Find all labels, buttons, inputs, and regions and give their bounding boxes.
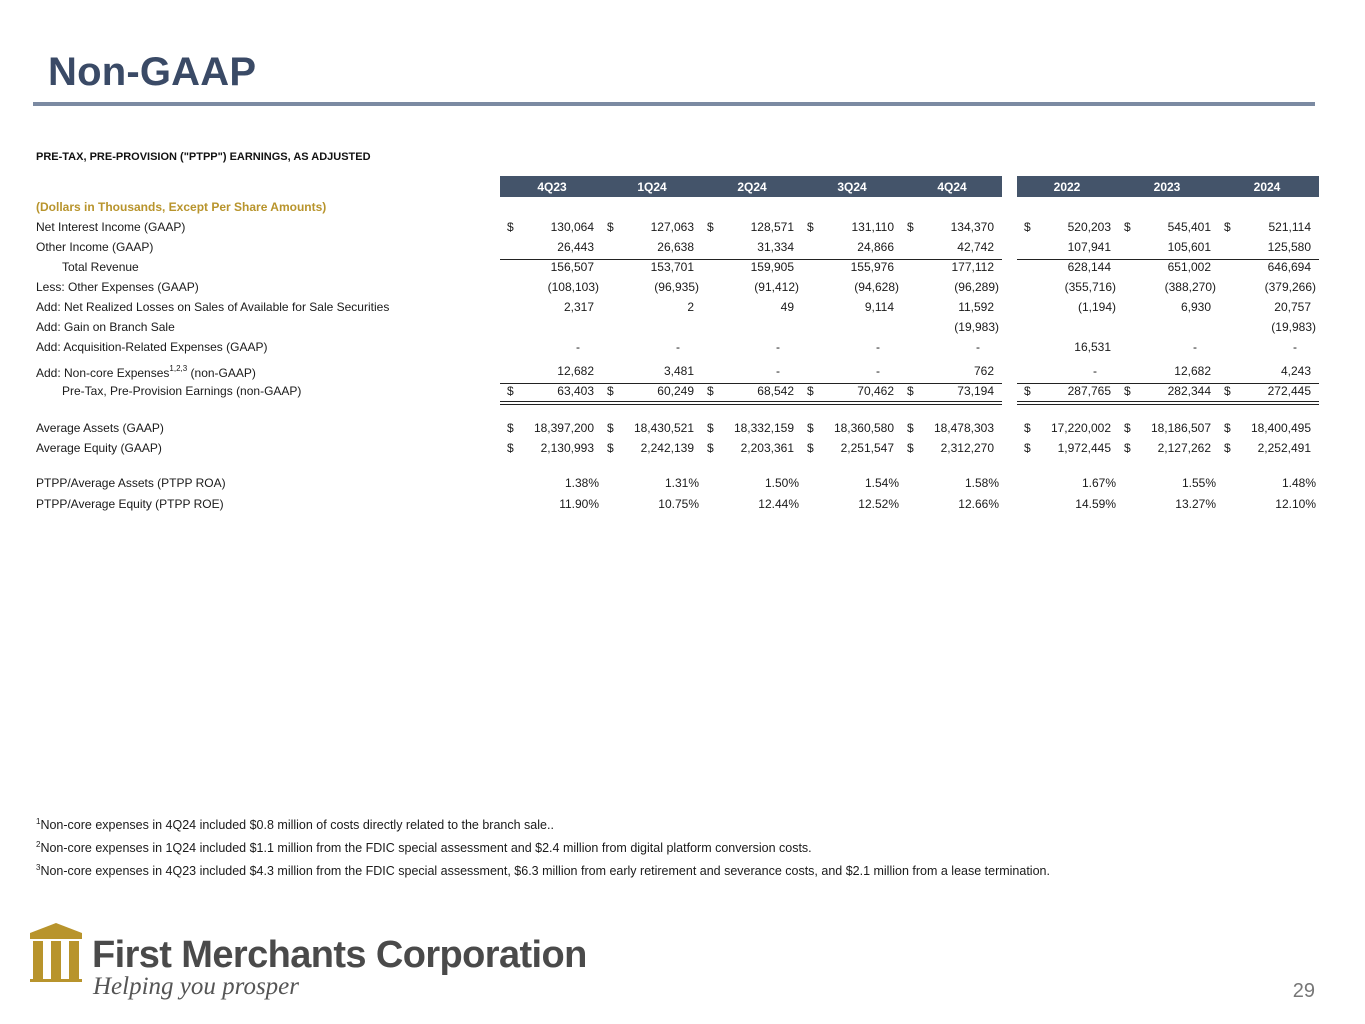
- cell-2022: 520,203: [1067, 220, 1111, 234]
- cell-2q24: 68,542: [757, 384, 794, 398]
- cell-4q23: 11.90%: [559, 497, 599, 511]
- footnotes: [36, 812, 1050, 881]
- table-row: [0, 280, 1365, 300]
- cell-1q24: 18,430,521: [633, 421, 694, 435]
- cell-2024: 18,400,495: [1250, 421, 1311, 435]
- cell-2024: (19,983): [1271, 320, 1316, 334]
- cell-4q24: 42,742: [957, 240, 994, 254]
- col-header-2022: 2022: [1053, 180, 1081, 194]
- cell-2022: 14.59%: [1075, 497, 1116, 511]
- cell-2q24: 2,203,361: [740, 441, 794, 455]
- cell-3q24: (94,628): [854, 280, 899, 294]
- cell-1q24: 3,481: [663, 364, 694, 378]
- footnote-2: $^2$Non-core expenses in 1Q24 included $1.1 million from the FDIC special assessment and $2.4 million from digital platform conversion costs.: [36, 840, 812, 855]
- currency-symbol: $: [607, 441, 614, 455]
- cell-2q24: 1.50%: [764, 476, 799, 490]
- quarter-header-bar: [500, 176, 1002, 197]
- title-divider: [33, 102, 1315, 106]
- cell-2024: 272,445: [1267, 384, 1311, 398]
- cell-2024: 125,580: [1267, 240, 1311, 254]
- cell-3q24: 18,360,580: [833, 421, 894, 435]
- cell-1q24: 153,701: [650, 260, 694, 274]
- cell-3q24: 70,462: [857, 384, 894, 398]
- cell-4q23: 156,507: [550, 260, 594, 274]
- cell-1q24: 10.75%: [658, 497, 699, 511]
- cell-4q23: 2,317: [563, 300, 594, 314]
- table-row: [0, 220, 1365, 240]
- currency-symbol: $: [1224, 220, 1231, 234]
- cell-4q23: 12,682: [557, 364, 594, 378]
- currency-symbol: $: [707, 441, 714, 455]
- col-header-2024: 2024: [1253, 180, 1281, 194]
- cell-2022: 16,531: [1074, 340, 1111, 354]
- cell-4q24: 134,370: [950, 220, 994, 234]
- cell-2024: (379,266): [1264, 280, 1316, 294]
- cell-2022: 1.67%: [1081, 476, 1116, 490]
- total-underline: [1017, 259, 1319, 260]
- row-label: Net Interest Income (GAAP): [36, 220, 186, 234]
- row-label: Add: Net Realized Losses on Sales of Available for Sale Securities: [36, 300, 390, 314]
- currency-symbol: $: [607, 384, 614, 398]
- currency-symbol: $: [1124, 384, 1131, 398]
- cell-4q23: 130,064: [550, 220, 594, 234]
- cell-2022: (355,716): [1064, 280, 1116, 294]
- company-tagline: Helping you prosper: [93, 973, 299, 1000]
- cell-2q24: 159,905: [750, 260, 794, 274]
- cell-3q24: -: [876, 340, 880, 354]
- cell-2022: -: [1093, 364, 1097, 378]
- row-label: Other Income (GAAP): [36, 240, 154, 254]
- currency-symbol: $: [1124, 220, 1131, 234]
- currency-symbol: $: [807, 384, 814, 398]
- cell-4q23: 18,397,200: [533, 421, 594, 435]
- currency-symbol: $: [907, 421, 914, 435]
- cell-2023: 545,401: [1167, 220, 1211, 234]
- cell-2022: 628,144: [1067, 260, 1111, 274]
- table-row: [0, 421, 1365, 441]
- table-row: [0, 441, 1365, 461]
- currency-symbol: $: [607, 421, 614, 435]
- cell-2q24: (91,412): [754, 280, 799, 294]
- cell-2q24: -: [776, 364, 780, 378]
- table-row: [0, 300, 1365, 320]
- total-underline: [500, 383, 1002, 384]
- cell-3q24: -: [876, 364, 880, 378]
- table-row: [0, 320, 1365, 340]
- cell-4q23: 1.38%: [564, 476, 599, 490]
- cell-1q24: 2,242,139: [640, 441, 694, 455]
- total-underline: [1017, 404, 1319, 405]
- currency-symbol: $: [1224, 421, 1231, 435]
- cell-2022: 17,220,002: [1050, 421, 1111, 435]
- col-header-2023: 2023: [1153, 180, 1181, 194]
- cell-4q24: 2,312,270: [940, 441, 994, 455]
- cell-2024: 4,243: [1280, 364, 1311, 378]
- cell-2023: 651,002: [1167, 260, 1211, 274]
- footnote-3: $^3$Non-core expenses in 4Q23 included $4.3 million from the FDIC special assessment, $6.3 million from early retirement and severance costs, and $2.1 million from a lease termination.: [36, 863, 1050, 878]
- cell-4q24: 762: [973, 364, 994, 378]
- cell-1q24: 26,638: [657, 240, 694, 254]
- currency-symbol: $: [907, 220, 914, 234]
- row-label: Add: Gain on Branch Sale: [36, 320, 175, 334]
- currency-symbol: $: [707, 421, 714, 435]
- table-row: [0, 340, 1365, 360]
- cell-2q24: 12.44%: [758, 497, 799, 511]
- total-underline: [500, 401, 1002, 402]
- row-label: Pre-Tax, Pre-Provision Earnings (non-GAAP): [62, 384, 302, 398]
- cell-4q23: 63,403: [557, 384, 594, 398]
- cell-4q24: 12.66%: [958, 497, 999, 511]
- cell-2024: 646,694: [1267, 260, 1311, 274]
- currency-symbol: $: [707, 220, 714, 234]
- cell-2023: 2,127,262: [1157, 441, 1211, 455]
- cell-2q24: -: [776, 340, 780, 354]
- currency-symbol: $: [907, 441, 914, 455]
- row-label: Average Assets (GAAP): [36, 421, 164, 435]
- cell-4q24: 11,592: [958, 300, 994, 314]
- footnote-1: $^1$Non-core expenses in 4Q24 included $0.8 million of costs directly related to the branch sale..: [36, 817, 554, 832]
- col-header-4q24: 4Q24: [937, 180, 967, 194]
- company-logo-name: First Merchants Corporation: [92, 934, 587, 976]
- cell-3q24: 131,110: [851, 220, 894, 234]
- cell-3q24: 12.52%: [858, 497, 899, 511]
- cell-2023: (388,270): [1164, 280, 1216, 294]
- currency-symbol: $: [1024, 441, 1031, 455]
- cell-1q24: -: [676, 340, 680, 354]
- cell-1q24: (96,935): [654, 280, 699, 294]
- cell-4q24: (96,289): [954, 280, 999, 294]
- col-header-3q24: 3Q24: [837, 180, 867, 194]
- row-label: Less: Other Expenses (GAAP): [36, 280, 199, 294]
- row-label: PTPP/Average Equity (PTPP ROE): [36, 497, 224, 511]
- total-underline: [500, 259, 1002, 260]
- page-number: 29: [1292, 980, 1315, 1002]
- units-note: (Dollars in Thousands, Except Per Share Amounts): [36, 200, 327, 214]
- cell-1q24: 60,249: [657, 384, 694, 398]
- currency-symbol: $: [507, 441, 514, 455]
- cell-4q24: 73,194: [957, 384, 994, 398]
- cell-2024: 12.10%: [1275, 497, 1316, 511]
- cell-4q24: -: [976, 340, 980, 354]
- row-label: Average Equity (GAAP): [36, 441, 162, 455]
- cell-4q24: 18,478,303: [933, 421, 994, 435]
- cell-2022: 287,765: [1067, 384, 1111, 398]
- cell-4q24: (19,983): [954, 320, 999, 334]
- currency-symbol: $: [1124, 441, 1131, 455]
- cell-2q24: 18,332,159: [733, 421, 794, 435]
- cell-2023: 105,601: [1167, 240, 1211, 254]
- cell-4q23: 26,443: [557, 240, 594, 254]
- cell-4q24: 177,112: [951, 260, 994, 274]
- currency-symbol: $: [507, 384, 514, 398]
- cell-2023: 12,682: [1174, 364, 1211, 378]
- total-underline: [1017, 401, 1319, 402]
- cell-3q24: 1.54%: [864, 476, 899, 490]
- row-label: Add: Non-core Expenses$^{1,2,3}$ (non-GAAP): [36, 364, 256, 380]
- cell-2022: 107,941: [1067, 240, 1111, 254]
- table-row: [0, 260, 1365, 280]
- cell-2023: 13.27%: [1175, 497, 1216, 511]
- cell-2023: 282,344: [1167, 384, 1211, 398]
- currency-symbol: $: [807, 220, 814, 234]
- cell-4q24: 1.58%: [964, 476, 999, 490]
- currency-symbol: $: [1124, 421, 1131, 435]
- table-row: [0, 364, 1365, 384]
- cell-2q24: 49: [780, 300, 794, 314]
- currency-symbol: $: [507, 421, 514, 435]
- cell-2023: 18,186,507: [1150, 421, 1211, 435]
- col-header-4q23: 4Q23: [537, 180, 567, 194]
- currency-symbol: $: [1024, 220, 1031, 234]
- cell-2022: 1,972,445: [1057, 441, 1111, 455]
- currency-symbol: $: [1024, 421, 1031, 435]
- cell-2024: 2,252,491: [1257, 441, 1311, 455]
- cell-4q23: (108,103): [547, 280, 599, 294]
- table-title: PRE-TAX, PRE-PROVISION ("PTPP") EARNINGS, AS ADJUSTED: [36, 151, 371, 163]
- cell-2q24: 31,334: [757, 240, 794, 254]
- currency-symbol: $: [1224, 441, 1231, 455]
- total-underline: [1017, 383, 1319, 384]
- currency-symbol: $: [507, 220, 514, 234]
- cell-2q24: 128,571: [750, 220, 794, 234]
- cell-1q24: 2: [687, 300, 694, 314]
- col-header-1q24: 1Q24: [637, 180, 667, 194]
- currency-symbol: $: [1224, 384, 1231, 398]
- cell-2024: 1.48%: [1281, 476, 1316, 490]
- cell-4q23: 2,130,993: [540, 441, 594, 455]
- page-title: Non-GAAP: [48, 50, 257, 94]
- cell-1q24: 1.31%: [664, 476, 699, 490]
- year-header-bar: [1017, 176, 1319, 197]
- table-row: [0, 497, 1365, 517]
- row-label: Add: Acquisition-Related Expenses (GAAP): [36, 340, 268, 354]
- currency-symbol: $: [807, 421, 814, 435]
- row-label: PTPP/Average Assets (PTPP ROA): [36, 476, 226, 490]
- cell-2024: -: [1293, 340, 1297, 354]
- currency-symbol: $: [707, 384, 714, 398]
- currency-symbol: $: [607, 220, 614, 234]
- table-row: [0, 476, 1365, 496]
- cell-2022: (1,194): [1077, 300, 1116, 314]
- cell-2024: 521,114: [1268, 220, 1311, 234]
- col-header-2q24: 2Q24: [737, 180, 767, 194]
- cell-2024: 20,757: [1274, 300, 1311, 314]
- cell-3q24: 9,114: [864, 300, 894, 314]
- table-row: [0, 240, 1365, 260]
- cell-3q24: 155,976: [850, 260, 894, 274]
- cell-3q24: 2,251,547: [840, 441, 894, 455]
- cell-4q23: -: [576, 340, 580, 354]
- cell-3q24: 24,866: [857, 240, 894, 254]
- row-label: Total Revenue: [62, 260, 139, 274]
- currency-symbol: $: [1024, 384, 1031, 398]
- cell-1q24: 127,063: [650, 220, 694, 234]
- cell-2023: -: [1193, 340, 1197, 354]
- currency-symbol: $: [807, 441, 814, 455]
- cell-2023: 6,930: [1180, 300, 1211, 314]
- cell-2023: 1.55%: [1181, 476, 1216, 490]
- total-underline: [500, 404, 1002, 405]
- currency-symbol: $: [907, 384, 914, 398]
